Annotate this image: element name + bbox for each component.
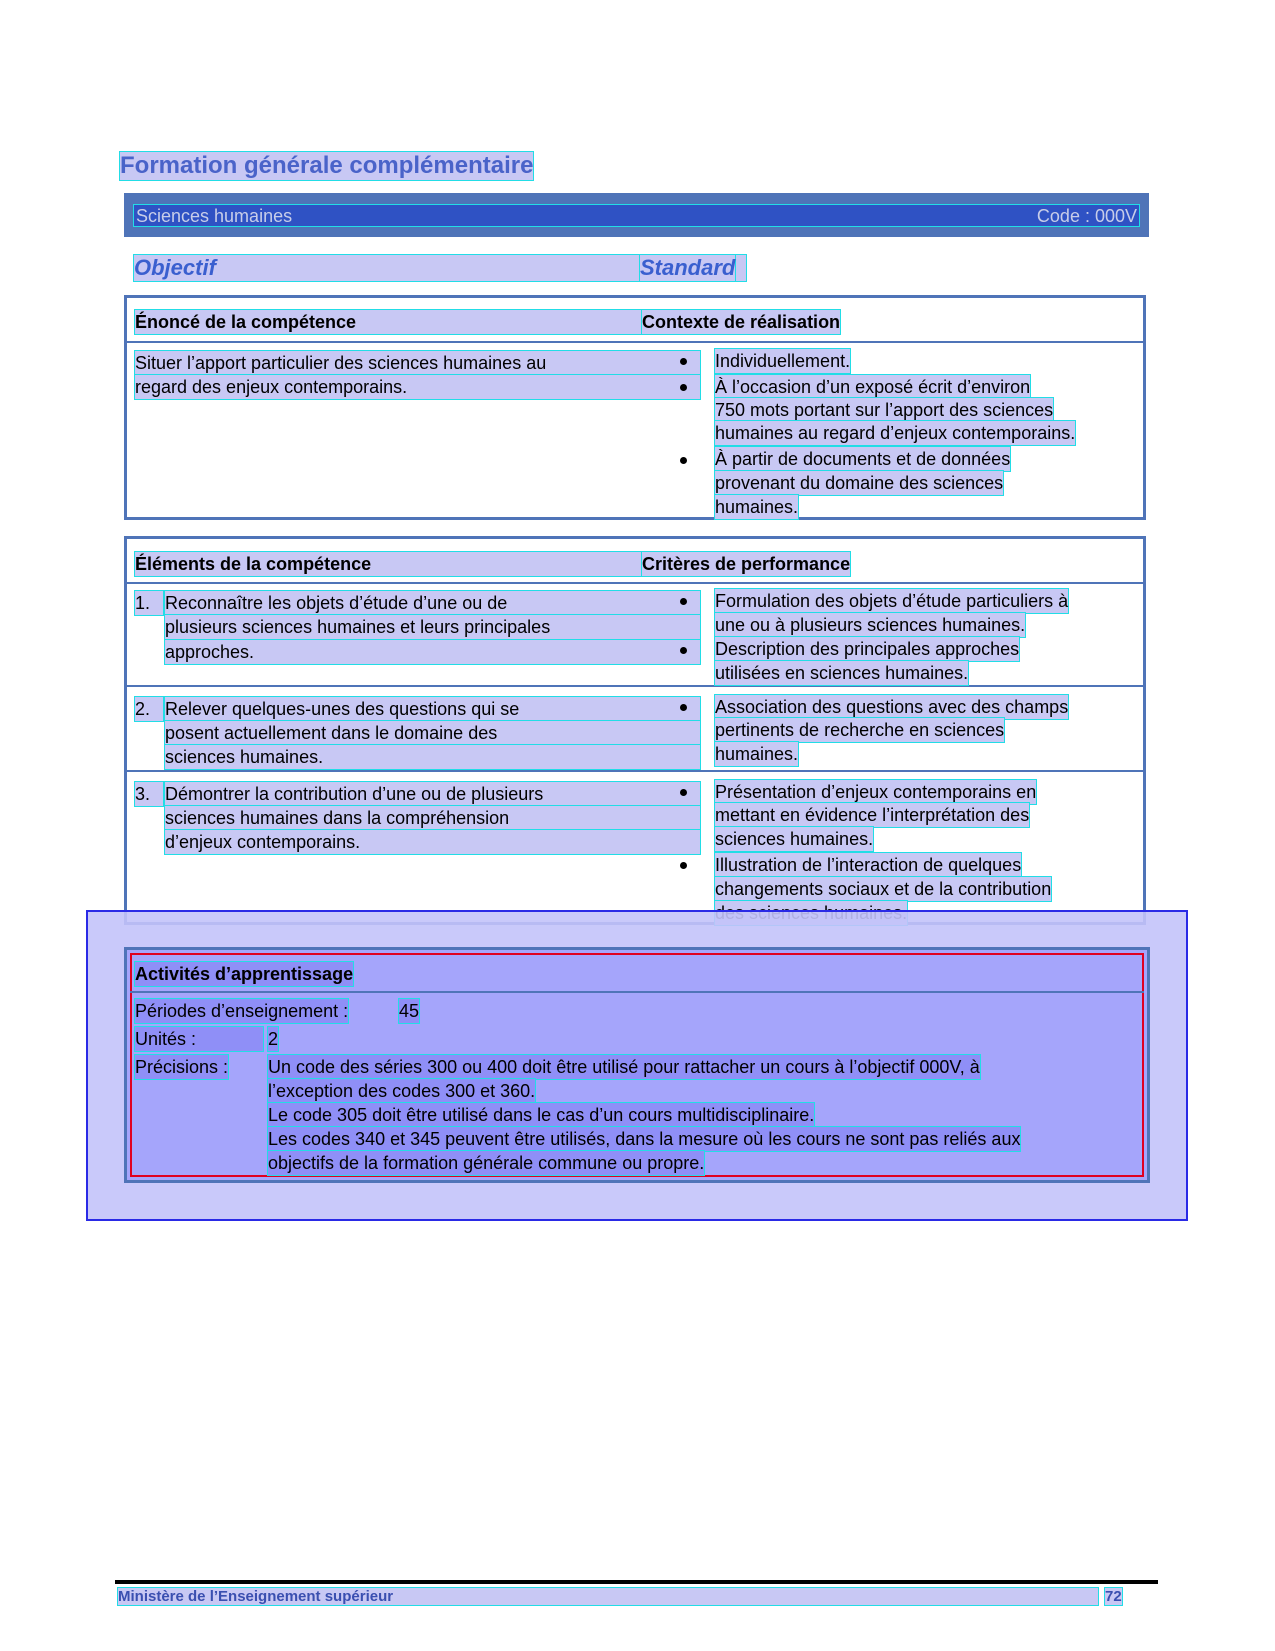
element-line: posent actuellement dans le domaine des	[165, 721, 700, 745]
contexte-item: Individuellement.	[715, 351, 851, 371]
element-line: Reconnaître les objets d’étude d’une ou de	[165, 591, 700, 615]
critere-line: pertinents de recherche en sciences	[715, 720, 1005, 740]
element-line: sciences humaines dans la compréhension	[165, 806, 700, 830]
contexte-item: À partir de documents et de données	[715, 449, 1011, 469]
bullet-icon	[680, 358, 687, 365]
precisions-line: Le code 305 doit être utilisé dans le cas d’un cours multidisciplinaire.	[268, 1105, 815, 1125]
precisions-line: Un code des séries 300 ou 400 doit être utilisé pour rattacher un cours à l’objectif 000V, à	[268, 1057, 980, 1077]
bullet-icon	[680, 862, 687, 869]
discipline-code: Code : 000V	[1036, 206, 1137, 226]
critere-line: changements sociaux et de la contribution	[715, 879, 1052, 899]
unites-label: Unités :	[135, 1027, 263, 1051]
footer-ministere: Ministère de l’Enseignement supérieur	[118, 1588, 1098, 1605]
critere-line: mettant en évidence l’interprétation des	[715, 805, 1030, 825]
discipline-name: Sciences humaines	[136, 206, 293, 226]
standard-heading: Standard	[640, 255, 736, 280]
critere-line: Illustration de l’interaction de quelques	[715, 855, 1022, 875]
critere-line: sciences humaines.	[715, 829, 874, 849]
critere-line: une ou à plusieurs sciences humaines.	[715, 615, 1026, 635]
bullet-icon	[680, 704, 687, 711]
bullet-icon	[680, 598, 687, 605]
competence-table	[124, 295, 1146, 520]
critere-line: Présentation d’enjeux contemporains en	[715, 782, 1037, 802]
element-number: 3.	[135, 782, 163, 806]
element-line: d’enjeux contemporains.	[165, 830, 700, 854]
critere-line: Association des questions avec des champs	[715, 697, 1069, 717]
critere-line: humaines.	[715, 744, 799, 764]
bullet-icon	[680, 457, 687, 464]
objectif-heading: Objectif	[134, 255, 746, 281]
element-number: 2.	[135, 697, 163, 721]
enonce-line: regard des enjeux contemporains.	[135, 375, 700, 399]
enonce-line: Situer l’apport particulier des sciences humaines au	[135, 351, 700, 375]
discipline-banner	[124, 193, 1149, 237]
precisions-label: Précisions :	[135, 1057, 229, 1077]
criteres-header: Critères de performance	[642, 554, 851, 574]
precisions-line: Les codes 340 et 345 peuvent être utilisés, dans la mesure où les cours ne sont pas reliés aux	[268, 1129, 1021, 1149]
element-line: Relever quelques-unes des questions qui se	[165, 697, 700, 721]
critere-line: Formulation des objets d’étude particuliers à	[715, 591, 1069, 611]
critere-line: utilisées en sciences humaines.	[715, 663, 969, 683]
element-line: Démontrer la contribution d’une ou de plusieurs	[165, 782, 700, 806]
activites-table	[124, 947, 1150, 1183]
page-title: Formation générale complémentaire	[120, 152, 534, 179]
critere-line: Description des principales approches	[715, 639, 1020, 659]
footer-rule	[115, 1580, 1158, 1584]
element-line: plusieurs sciences humaines et leurs principales	[165, 615, 700, 639]
contexte-item: À l’occasion d’un exposé écrit d’environ	[715, 377, 1031, 397]
unites-value: 2	[268, 1029, 279, 1049]
element-number: 1.	[135, 591, 163, 615]
bullet-icon	[680, 384, 687, 391]
elements-header: Éléments de la compétence	[135, 552, 765, 576]
elements-table	[124, 536, 1146, 925]
bullet-icon	[680, 789, 687, 796]
page-number: 72	[1105, 1588, 1122, 1605]
contexte-header: Contexte de réalisation	[642, 312, 841, 332]
contexte-item: provenant du domaine des sciences	[715, 473, 1004, 493]
periodes-value: 45	[399, 1001, 420, 1021]
precisions-line: l’exception des codes 300 et 360.	[268, 1081, 536, 1101]
enonce-header: Énoncé de la compétence	[135, 310, 765, 334]
element-line: sciences humaines.	[165, 745, 700, 769]
contexte-item: humaines au regard d’enjeux contemporains.	[715, 423, 1076, 443]
contexte-item: humaines.	[715, 497, 799, 517]
element-line: approches.	[165, 640, 700, 664]
bullet-icon	[680, 647, 687, 654]
periodes-label: Périodes d’enseignement :	[135, 1001, 349, 1021]
precisions-line: objectifs de la formation générale commune ou propre.	[268, 1153, 705, 1173]
activites-header: Activités d’apprentissage	[135, 964, 354, 984]
contexte-item: 750 mots portant sur l’apport des sciences	[715, 400, 1054, 420]
